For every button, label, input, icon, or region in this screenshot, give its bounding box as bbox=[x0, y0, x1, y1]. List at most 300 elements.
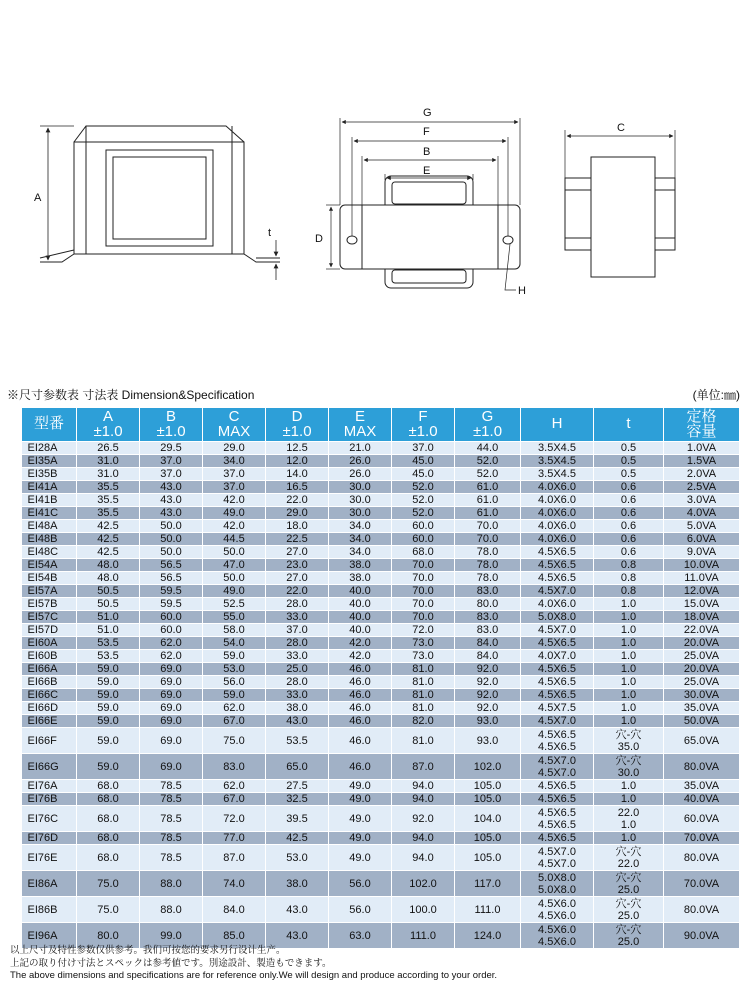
cell-h-line: 4.5X6.5 bbox=[538, 793, 576, 805]
cell-h-line: 4.5X6.0 bbox=[538, 909, 576, 922]
cell-f: 52.0 bbox=[392, 481, 455, 494]
cell-b: 88.0 bbox=[140, 871, 203, 897]
cell-t-line: 0.6 bbox=[620, 546, 637, 558]
table-row bbox=[22, 663, 740, 676]
cell-model: EI57C bbox=[22, 611, 77, 624]
cell-h-line: 4.5X7.0 bbox=[538, 624, 576, 636]
cell-h bbox=[521, 559, 594, 572]
cell-e: 46.0 bbox=[329, 689, 392, 702]
cell-h bbox=[521, 611, 594, 624]
cell-h-line: 4.5X7.0 bbox=[538, 754, 576, 767]
cell-t bbox=[594, 754, 664, 780]
cell-g: 105.0 bbox=[455, 832, 521, 845]
cell-t bbox=[594, 481, 664, 494]
cell-model: EI66B bbox=[22, 676, 77, 689]
cell-h-line: 4.5X6.5 bbox=[538, 572, 576, 584]
cell-t bbox=[594, 559, 664, 572]
cell-a: 51.0 bbox=[77, 624, 140, 637]
cell-capacity: 40.0VA bbox=[664, 793, 740, 806]
cell-h-line: 4.0X6.0 bbox=[538, 533, 576, 545]
cell-t bbox=[594, 507, 664, 520]
dimension-t bbox=[268, 227, 276, 280]
table-row bbox=[22, 598, 740, 611]
cell-h-line: 5.0X8.0 bbox=[538, 883, 576, 896]
cell-capacity: 1.0VA bbox=[664, 442, 740, 455]
cell-d: 28.0 bbox=[266, 637, 329, 650]
cell-d: 37.0 bbox=[266, 624, 329, 637]
cell-h bbox=[521, 637, 594, 650]
cell-e: 42.0 bbox=[329, 637, 392, 650]
cell-d: 43.0 bbox=[266, 923, 329, 949]
header-b: B ±1.0 bbox=[140, 408, 203, 442]
cell-d: 53.5 bbox=[266, 728, 329, 754]
cell-b: 50.0 bbox=[140, 546, 203, 559]
cell-e: 42.0 bbox=[329, 650, 392, 663]
cell-t bbox=[594, 806, 664, 832]
cell-f: 70.0 bbox=[392, 572, 455, 585]
cell-e: 46.0 bbox=[329, 715, 392, 728]
cell-t-line: 1.0 bbox=[620, 832, 637, 844]
cell-d: 14.0 bbox=[266, 468, 329, 481]
cell-g: 111.0 bbox=[455, 897, 521, 923]
table-title: ※尺寸参数表 寸法表 Dimension&Specification bbox=[7, 388, 255, 402]
table-row bbox=[22, 689, 740, 702]
cell-t-line: 1.0 bbox=[620, 650, 637, 662]
cell-model: EI86B bbox=[22, 897, 77, 923]
cell-g: 105.0 bbox=[455, 845, 521, 871]
cell-c: 62.0 bbox=[203, 702, 266, 715]
cell-g: 105.0 bbox=[455, 780, 521, 793]
cell-a: 35.5 bbox=[77, 507, 140, 520]
cell-e: 56.0 bbox=[329, 897, 392, 923]
cell-g: 83.0 bbox=[455, 585, 521, 598]
cell-c: 42.0 bbox=[203, 494, 266, 507]
cell-b: 37.0 bbox=[140, 455, 203, 468]
cell-t-line: 0.6 bbox=[620, 533, 637, 545]
cell-g: 61.0 bbox=[455, 507, 521, 520]
cell-t-line: 30.0 bbox=[617, 766, 640, 779]
cell-e: 40.0 bbox=[329, 585, 392, 598]
cell-g: 84.0 bbox=[455, 650, 521, 663]
table-row bbox=[22, 481, 740, 494]
cell-capacity: 15.0VA bbox=[664, 598, 740, 611]
cell-h bbox=[521, 754, 594, 780]
cell-capacity: 9.0VA bbox=[664, 546, 740, 559]
cell-t bbox=[594, 663, 664, 676]
cell-e: 63.0 bbox=[329, 923, 392, 949]
cell-model: EI66E bbox=[22, 715, 77, 728]
header-model: 型番 bbox=[22, 408, 77, 442]
table-row bbox=[22, 468, 740, 481]
cell-h-line: 4.5X7.0 bbox=[538, 766, 576, 779]
cell-a: 59.0 bbox=[77, 676, 140, 689]
cell-d: 33.0 bbox=[266, 611, 329, 624]
cell-c: 58.0 bbox=[203, 624, 266, 637]
cell-a: 35.5 bbox=[77, 481, 140, 494]
cell-t bbox=[594, 598, 664, 611]
cell-h bbox=[521, 585, 594, 598]
front-view bbox=[40, 126, 280, 262]
cell-t-line: 1.0 bbox=[620, 793, 637, 805]
cell-a: 31.0 bbox=[77, 455, 140, 468]
cell-d: 27.5 bbox=[266, 780, 329, 793]
cell-e: 26.0 bbox=[329, 468, 392, 481]
cell-b: 37.0 bbox=[140, 468, 203, 481]
cell-h-line: 4.0X6.0 bbox=[538, 494, 576, 506]
cell-t-line: 1.0 bbox=[620, 715, 637, 727]
cell-d: 39.5 bbox=[266, 806, 329, 832]
cell-a: 68.0 bbox=[77, 793, 140, 806]
label-d: D bbox=[315, 233, 323, 245]
cell-c: 67.0 bbox=[203, 715, 266, 728]
cell-f: 100.0 bbox=[392, 897, 455, 923]
cell-e: 38.0 bbox=[329, 559, 392, 572]
cell-t-line: 穴-穴 bbox=[615, 897, 642, 910]
table-row bbox=[22, 559, 740, 572]
cell-h bbox=[521, 715, 594, 728]
cell-f: 73.0 bbox=[392, 637, 455, 650]
cell-h-line: 4.5X6.0 bbox=[538, 923, 576, 936]
cell-g: 93.0 bbox=[455, 728, 521, 754]
cell-capacity: 5.0VA bbox=[664, 520, 740, 533]
cell-h bbox=[521, 520, 594, 533]
cell-h-line: 4.5X6.5 bbox=[538, 676, 576, 688]
cell-d: 28.0 bbox=[266, 598, 329, 611]
cell-d: 27.0 bbox=[266, 572, 329, 585]
cell-model: EI54B bbox=[22, 572, 77, 585]
cell-b: 60.0 bbox=[140, 611, 203, 624]
cell-f: 52.0 bbox=[392, 494, 455, 507]
cell-b: 78.5 bbox=[140, 806, 203, 832]
cell-h-line: 4.5X7.0 bbox=[538, 857, 576, 870]
cell-model: EI66A bbox=[22, 663, 77, 676]
cell-a: 59.0 bbox=[77, 663, 140, 676]
cell-d: 28.0 bbox=[266, 676, 329, 689]
cell-b: 50.0 bbox=[140, 533, 203, 546]
cell-d: 22.5 bbox=[266, 533, 329, 546]
cell-h bbox=[521, 494, 594, 507]
cell-t-line: 0.5 bbox=[620, 442, 637, 454]
cell-f: 70.0 bbox=[392, 585, 455, 598]
cell-h-line: 4.5X7.0 bbox=[538, 845, 576, 858]
table-header-row bbox=[22, 408, 740, 442]
cell-e: 30.0 bbox=[329, 507, 392, 520]
cell-capacity: 18.0VA bbox=[664, 611, 740, 624]
cell-c: 34.0 bbox=[203, 455, 266, 468]
cell-capacity: 11.0VA bbox=[664, 572, 740, 585]
cell-b: 56.5 bbox=[140, 559, 203, 572]
cell-capacity: 25.0VA bbox=[664, 650, 740, 663]
cell-t bbox=[594, 611, 664, 624]
table-row bbox=[22, 455, 740, 468]
table-row bbox=[22, 780, 740, 793]
table-row bbox=[22, 546, 740, 559]
cell-b: 59.5 bbox=[140, 585, 203, 598]
cell-f: 102.0 bbox=[392, 871, 455, 897]
cell-t bbox=[594, 468, 664, 481]
cell-h-line: 4.5X6.5 bbox=[538, 689, 576, 701]
table-row bbox=[22, 676, 740, 689]
cell-e: 40.0 bbox=[329, 624, 392, 637]
cell-t bbox=[594, 689, 664, 702]
cell-f: 70.0 bbox=[392, 611, 455, 624]
cell-b: 78.5 bbox=[140, 780, 203, 793]
cell-t-line: 1.0 bbox=[620, 598, 637, 610]
cell-e: 34.0 bbox=[329, 546, 392, 559]
cell-h bbox=[521, 897, 594, 923]
cell-h-line: 4.5X6.5 bbox=[538, 637, 576, 649]
cell-f: 94.0 bbox=[392, 793, 455, 806]
header-a: A ±1.0 bbox=[77, 408, 140, 442]
cell-capacity: 6.0VA bbox=[664, 533, 740, 546]
cell-t-line: 1.0 bbox=[620, 818, 637, 831]
cell-b: 60.0 bbox=[140, 624, 203, 637]
cell-h bbox=[521, 481, 594, 494]
cell-h bbox=[521, 676, 594, 689]
cell-d: 12.0 bbox=[266, 455, 329, 468]
cell-t bbox=[594, 624, 664, 637]
cell-f: 94.0 bbox=[392, 845, 455, 871]
dimension-spec-table bbox=[21, 407, 740, 949]
side-view bbox=[565, 157, 675, 277]
cell-b: 88.0 bbox=[140, 897, 203, 923]
table-row bbox=[22, 650, 740, 663]
cell-f: 111.0 bbox=[392, 923, 455, 949]
cell-h bbox=[521, 793, 594, 806]
cell-f: 81.0 bbox=[392, 728, 455, 754]
cell-h-line: 4.5X6.5 bbox=[538, 806, 576, 819]
cell-capacity: 2.0VA bbox=[664, 468, 740, 481]
cell-c: 53.0 bbox=[203, 663, 266, 676]
cell-h-line: 4.5X6.5 bbox=[538, 728, 576, 741]
cell-model: EI66F bbox=[22, 728, 77, 754]
cell-a: 35.5 bbox=[77, 494, 140, 507]
cell-d: 38.0 bbox=[266, 871, 329, 897]
cell-d: 12.5 bbox=[266, 442, 329, 455]
cell-t bbox=[594, 715, 664, 728]
cell-model: EI41C bbox=[22, 507, 77, 520]
cell-h-line: 5.0X8.0 bbox=[538, 871, 576, 884]
cell-t-line: 0.8 bbox=[620, 559, 637, 571]
cell-model: EI35A bbox=[22, 455, 77, 468]
cell-t bbox=[594, 871, 664, 897]
cell-e: 40.0 bbox=[329, 598, 392, 611]
cell-c: 84.0 bbox=[203, 897, 266, 923]
transformer-dimension-drawings bbox=[0, 0, 750, 380]
cell-h-line: 4.5X6.5 bbox=[538, 546, 576, 558]
cell-f: 45.0 bbox=[392, 468, 455, 481]
cell-e: 56.0 bbox=[329, 871, 392, 897]
cell-c: 29.0 bbox=[203, 442, 266, 455]
cell-f: 92.0 bbox=[392, 806, 455, 832]
table-row bbox=[22, 793, 740, 806]
cell-t bbox=[594, 494, 664, 507]
cell-t bbox=[594, 650, 664, 663]
table-body bbox=[22, 442, 740, 949]
cell-g: 92.0 bbox=[455, 689, 521, 702]
cell-capacity: 50.0VA bbox=[664, 715, 740, 728]
cell-t bbox=[594, 442, 664, 455]
cell-c: 55.0 bbox=[203, 611, 266, 624]
cell-t bbox=[594, 832, 664, 845]
table-row bbox=[22, 494, 740, 507]
cell-t-line: 1.0 bbox=[620, 663, 637, 675]
cell-t-line: 穴-穴 bbox=[615, 871, 642, 884]
cell-b: 29.5 bbox=[140, 442, 203, 455]
cell-g: 78.0 bbox=[455, 546, 521, 559]
cell-t bbox=[594, 793, 664, 806]
table-row bbox=[22, 507, 740, 520]
cell-h-line: 4.0X7.0 bbox=[538, 650, 576, 662]
cell-capacity: 20.0VA bbox=[664, 663, 740, 676]
cell-b: 62.0 bbox=[140, 650, 203, 663]
cell-a: 53.5 bbox=[77, 650, 140, 663]
cell-model: EI76C bbox=[22, 806, 77, 832]
cell-t-line: 0.8 bbox=[620, 572, 637, 584]
cell-e: 49.0 bbox=[329, 832, 392, 845]
table-row bbox=[22, 702, 740, 715]
cell-model: EI57A bbox=[22, 585, 77, 598]
cell-t bbox=[594, 728, 664, 754]
table-row bbox=[22, 806, 740, 832]
cell-a: 80.0 bbox=[77, 923, 140, 949]
cell-d: 33.0 bbox=[266, 650, 329, 663]
cell-h-line: 4.5X6.5 bbox=[538, 740, 576, 753]
table-row bbox=[22, 897, 740, 923]
cell-h bbox=[521, 780, 594, 793]
footnote-chinese: 以上尺寸及特性参数仅供参考。我们可按您的要求另行设计生产。 bbox=[10, 945, 286, 956]
header-d: D ±1.0 bbox=[266, 408, 329, 442]
cell-g: 92.0 bbox=[455, 676, 521, 689]
cell-h bbox=[521, 442, 594, 455]
cell-a: 53.5 bbox=[77, 637, 140, 650]
cell-a: 42.5 bbox=[77, 520, 140, 533]
cell-f: 52.0 bbox=[392, 507, 455, 520]
cell-c: 59.0 bbox=[203, 650, 266, 663]
cell-c: 75.0 bbox=[203, 728, 266, 754]
cell-a: 75.0 bbox=[77, 871, 140, 897]
cell-e: 34.0 bbox=[329, 533, 392, 546]
cell-model: EI28A bbox=[22, 442, 77, 455]
cell-model: EI41B bbox=[22, 494, 77, 507]
cell-c: 44.5 bbox=[203, 533, 266, 546]
header-f: F ±1.0 bbox=[392, 408, 455, 442]
cell-model: EI57D bbox=[22, 624, 77, 637]
cell-f: 81.0 bbox=[392, 702, 455, 715]
cell-d: 43.0 bbox=[266, 897, 329, 923]
cell-t bbox=[594, 702, 664, 715]
cell-a: 59.0 bbox=[77, 728, 140, 754]
table-row bbox=[22, 520, 740, 533]
cell-c: 83.0 bbox=[203, 754, 266, 780]
cell-h-line: 4.5X6.0 bbox=[538, 935, 576, 948]
cell-h-line: 4.5X6.5 bbox=[538, 559, 576, 571]
cell-g: 124.0 bbox=[455, 923, 521, 949]
cell-a: 59.0 bbox=[77, 689, 140, 702]
cell-c: 87.0 bbox=[203, 845, 266, 871]
cell-f: 68.0 bbox=[392, 546, 455, 559]
cell-a: 51.0 bbox=[77, 611, 140, 624]
cell-c: 62.0 bbox=[203, 780, 266, 793]
cell-e: 46.0 bbox=[329, 676, 392, 689]
cell-h bbox=[521, 650, 594, 663]
cell-d: 32.5 bbox=[266, 793, 329, 806]
cell-model: EI41A bbox=[22, 481, 77, 494]
cell-t-line: 0.6 bbox=[620, 507, 637, 519]
cell-h bbox=[521, 455, 594, 468]
cell-t-line: 穴-穴 bbox=[615, 845, 642, 858]
cell-h bbox=[521, 598, 594, 611]
cell-b: 69.0 bbox=[140, 676, 203, 689]
cell-t-line: 1.0 bbox=[620, 780, 637, 792]
cell-a: 59.0 bbox=[77, 715, 140, 728]
cell-b: 69.0 bbox=[140, 754, 203, 780]
header-c: C MAX bbox=[203, 408, 266, 442]
cell-g: 78.0 bbox=[455, 572, 521, 585]
label-b: B bbox=[423, 146, 431, 158]
cell-e: 46.0 bbox=[329, 702, 392, 715]
cell-t bbox=[594, 520, 664, 533]
cell-capacity: 70.0VA bbox=[664, 871, 740, 897]
cell-b: 43.0 bbox=[140, 507, 203, 520]
label-t: t bbox=[268, 227, 272, 239]
cell-b: 69.0 bbox=[140, 689, 203, 702]
cell-h bbox=[521, 468, 594, 481]
cell-capacity: 30.0VA bbox=[664, 689, 740, 702]
cell-e: 46.0 bbox=[329, 663, 392, 676]
cell-capacity: 1.5VA bbox=[664, 455, 740, 468]
table-row bbox=[22, 715, 740, 728]
cell-h bbox=[521, 507, 594, 520]
cell-t bbox=[594, 780, 664, 793]
cell-model: EI76A bbox=[22, 780, 77, 793]
cell-h-line: 4.5X6.5 bbox=[538, 663, 576, 675]
cell-f: 81.0 bbox=[392, 689, 455, 702]
cell-model: EI86A bbox=[22, 871, 77, 897]
cell-f: 72.0 bbox=[392, 624, 455, 637]
cell-f: 94.0 bbox=[392, 832, 455, 845]
cell-d: 16.5 bbox=[266, 481, 329, 494]
cell-d: 42.5 bbox=[266, 832, 329, 845]
cell-c: 85.0 bbox=[203, 923, 266, 949]
cell-a: 68.0 bbox=[77, 780, 140, 793]
cell-g: 102.0 bbox=[455, 754, 521, 780]
cell-model: EI48A bbox=[22, 520, 77, 533]
cell-h-line: 4.5X6.0 bbox=[538, 897, 576, 910]
cell-h-line: 3.5X4.5 bbox=[538, 468, 576, 480]
cell-d: 29.0 bbox=[266, 507, 329, 520]
table-row bbox=[22, 728, 740, 754]
cell-g: 83.0 bbox=[455, 624, 521, 637]
cell-t-line: 0.6 bbox=[620, 494, 637, 506]
cell-a: 59.0 bbox=[77, 754, 140, 780]
cell-b: 50.0 bbox=[140, 520, 203, 533]
cell-b: 78.5 bbox=[140, 845, 203, 871]
cell-model: EI35B bbox=[22, 468, 77, 481]
cell-e: 38.0 bbox=[329, 572, 392, 585]
cell-t bbox=[594, 585, 664, 598]
cell-h-line: 4.0X6.0 bbox=[538, 507, 576, 519]
cell-a: 31.0 bbox=[77, 468, 140, 481]
cell-capacity: 80.0VA bbox=[664, 754, 740, 780]
cell-b: 59.5 bbox=[140, 598, 203, 611]
cell-capacity: 4.0VA bbox=[664, 507, 740, 520]
cell-h-line: 4.5X6.5 bbox=[538, 818, 576, 831]
cell-f: 87.0 bbox=[392, 754, 455, 780]
cell-t bbox=[594, 637, 664, 650]
label-f: F bbox=[423, 126, 430, 138]
cell-f: 82.0 bbox=[392, 715, 455, 728]
